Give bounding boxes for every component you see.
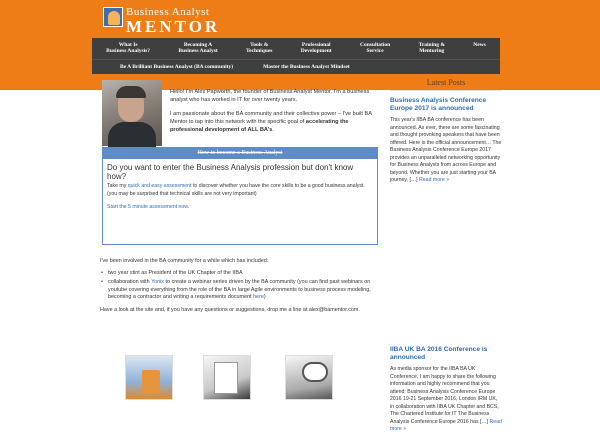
post-2-title[interactable]: IIBA UK BA 2016 Conference is announced xyxy=(390,346,488,361)
site-header xyxy=(100,0,500,38)
callout-question: Do you want to enter the Business Analysis profession but don't know how? xyxy=(107,163,354,181)
post-2-excerpt: As media sponsor for the IIBA BA UK Conference, I am happy to share the following information and highly recommend that you attend: Business Analysis Conference Europe 2016 19-21 September 2016, London IRM UK, in collaboration with IIBA UK Chapter and BCS, The Chartered Institute for IT The Business Analysis Conference Europe 2016 has […] Read more » xyxy=(390,366,502,432)
post-1-excerpt: This year's IIBA BA conference has been announced. As ever, there are some fascinating and thought provoking speakers that have been offered. Here is the official announcement… The Business Analysis Conference Europe 2017 provides an unparalleled networking opportunity for Business Analysts from across Europe and beyond. Whether you are just starting your BA journey, […] Read more » xyxy=(390,117,502,183)
nav-primary-row xyxy=(92,38,500,59)
yonix-link[interactable]: Yonix xyxy=(151,279,165,286)
feature-image-3[interactable] xyxy=(285,355,333,400)
logo-text-line1[interactable]: Business Analyst xyxy=(126,6,210,18)
involvement-section xyxy=(100,258,380,315)
sidebar-title: Latest Posts xyxy=(390,78,502,91)
post-1-read-more[interactable]: Read more » xyxy=(419,177,450,183)
sidebar xyxy=(390,78,502,432)
closing-text: Have a look at the site and, if you have any questions or suggestions, drop me a line at alex@bamentor.com. xyxy=(100,306,360,313)
list-item: • collaboration with Yonix to create a webinar series driven by the BA community (you can find past webinars on youtube covering everything from the role of the BA in large Agile environments to business process modeling, becoming a contractor and writing a requirements document here) xyxy=(100,279,380,302)
feature-image-2[interactable] xyxy=(203,355,251,400)
list-item: • two year stint as President of the UK Chapter of the IIBA xyxy=(100,270,380,278)
intro-paragraph-2: I am passionate about the BA community and their collective power – I've built BA Mentor to tap into this network with the specific goal of accelerating the professional development of ALL BA's. xyxy=(170,111,372,133)
nav-item-tools[interactable]: Tools & Techniques xyxy=(246,42,273,54)
main-nav xyxy=(92,38,500,74)
callout-note: (you may be surprised that technical skills are not very important) xyxy=(107,190,257,197)
nav-item-training[interactable]: Training & Mentoring xyxy=(418,42,445,54)
nav-item-consultation[interactable]: Consultation Service xyxy=(359,42,391,54)
nav-item-ba-mindset[interactable]: Master the Business Analyst Mindset xyxy=(263,64,350,70)
nav-item-ba-community[interactable]: Be A Brilliant Business Analyst (BA community) xyxy=(120,64,234,70)
logo-icon[interactable] xyxy=(103,7,123,27)
nav-item-what-is-ba[interactable]: What Is Business Analysis? xyxy=(106,42,151,54)
nav-item-professional-development[interactable]: Professional Development xyxy=(300,42,332,54)
nav-item-news[interactable]: News xyxy=(473,42,486,48)
author-photo xyxy=(102,80,162,146)
post-2-read-more[interactable]: Read more » xyxy=(390,418,502,432)
involvement-list xyxy=(100,270,380,302)
feature-image-1[interactable] xyxy=(125,355,173,400)
webinars-here-link[interactable]: here xyxy=(253,294,264,301)
logo-text-line2[interactable]: MENTOR xyxy=(126,17,221,36)
become-ba-callout xyxy=(102,147,378,245)
assessment-link[interactable]: quick and easy assessment xyxy=(127,183,192,189)
nav-item-becoming-ba[interactable]: Becoming A Business Analyst xyxy=(178,42,218,54)
callout-heading[interactable]: How to become a Business Analyst xyxy=(103,148,377,159)
post-1 xyxy=(390,97,502,185)
start-assessment-link[interactable]: Start the 5 minute assessment now. xyxy=(107,204,190,210)
involvement-intro: I've been involved in the BA community for a while which has included: xyxy=(100,258,269,264)
intro-text xyxy=(170,88,378,140)
nav-secondary-row xyxy=(92,59,500,74)
post-1-title[interactable]: Business Analysis Conference Europe 2017 is announced xyxy=(390,97,487,112)
post-2 xyxy=(390,346,502,434)
intro-paragraph-1: Hello! I'm Alex Papworth, the founder of Business Analyst Mentor. I'm a business analyst who has worked in IT for over twenty years. xyxy=(170,89,370,103)
callout-text: Take my quick and easy assessment to discover whether you have the core skills to be a good business analyst. (you may be surprised that technical skills are not very important) xyxy=(107,183,365,197)
